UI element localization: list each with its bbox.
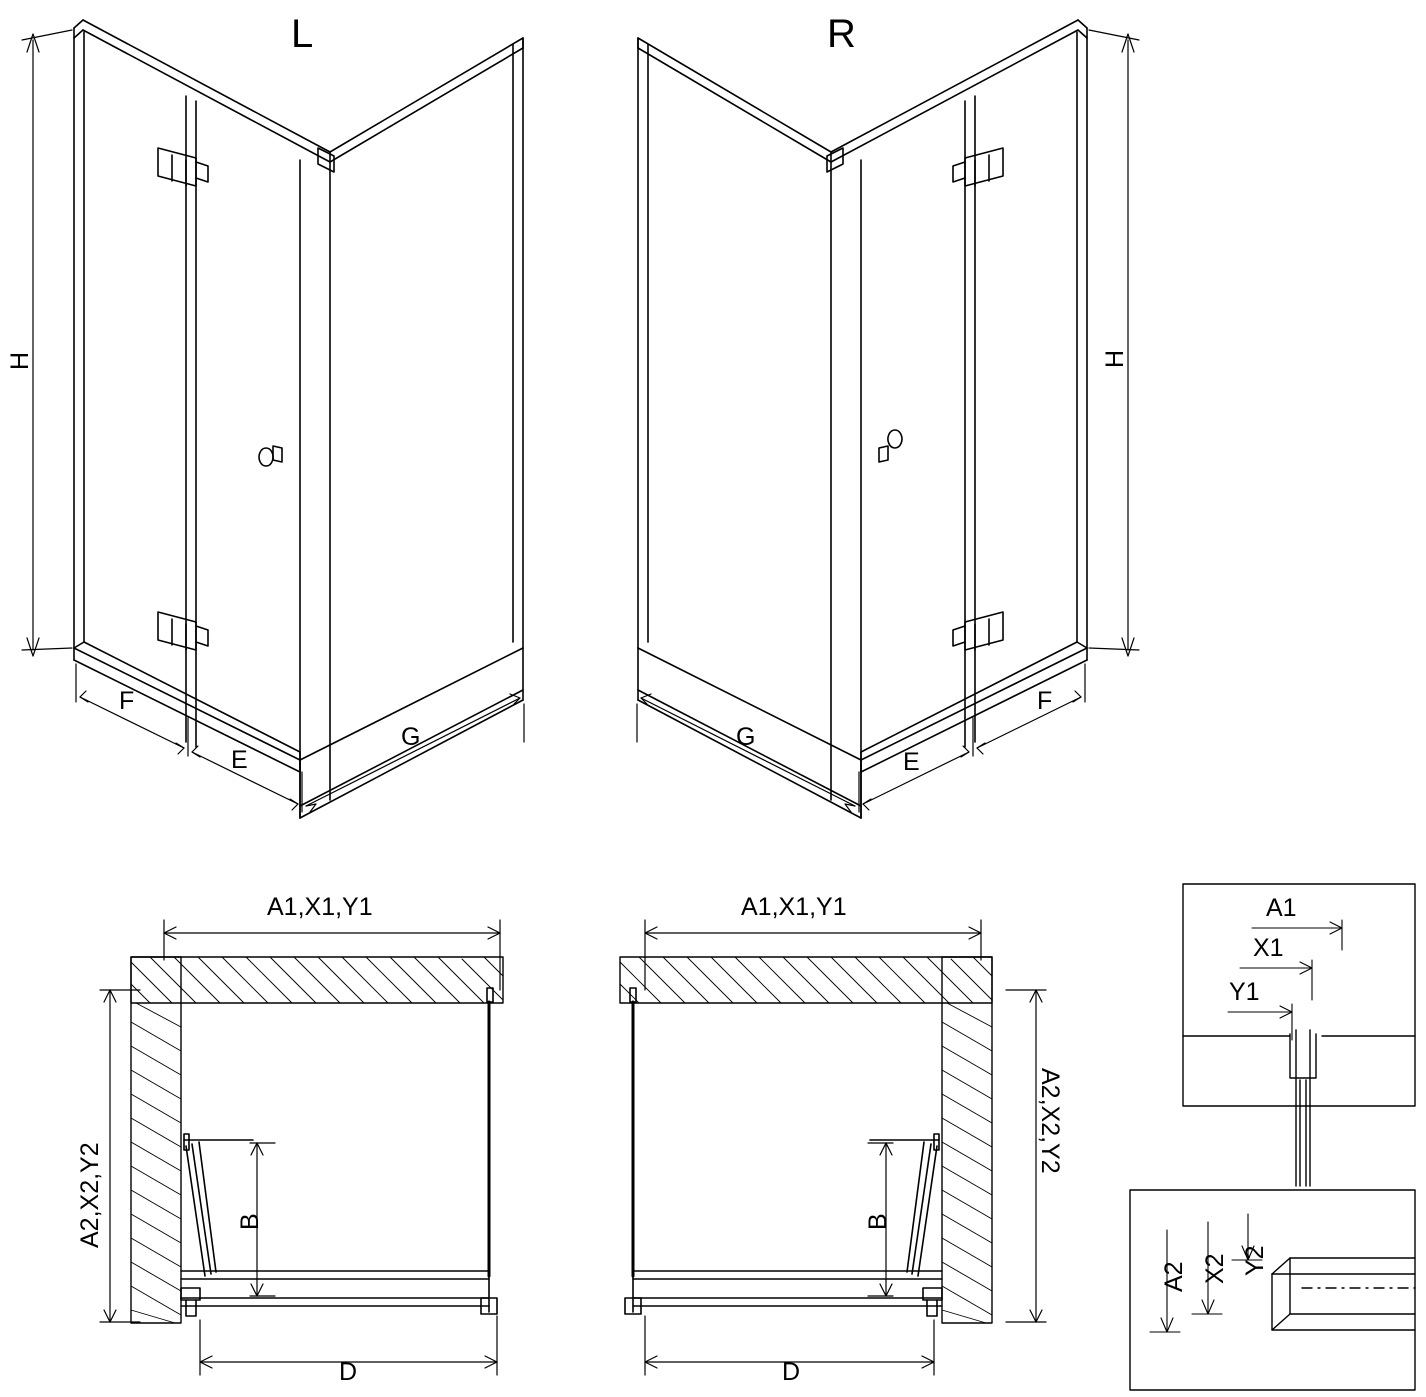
plan-right-d-label: D	[782, 1358, 801, 1386]
plan-left-b-label: B	[236, 1213, 264, 1230]
detail-bottom-label-a2: A2	[1160, 1261, 1188, 1292]
dim-height-left	[22, 30, 72, 656]
label-height-left: H	[6, 351, 34, 370]
detail-bottom-content	[1272, 1258, 1415, 1330]
label-height-right: H	[1101, 349, 1129, 368]
label-e-right: E	[903, 748, 920, 776]
detail-top-label-y1: Y1	[1229, 978, 1260, 1006]
detail-top-content	[1290, 1030, 1316, 1186]
label-g-left: G	[401, 723, 421, 751]
detail-bottom-label-x2: X2	[1201, 1253, 1229, 1284]
label-f-left: F	[119, 687, 135, 715]
plan-left-d-label: D	[339, 1358, 358, 1386]
label-e-left: E	[231, 746, 248, 774]
plan-right-depth-label: A2,X2,Y2	[1036, 1068, 1064, 1174]
label-f-right: F	[1037, 687, 1053, 715]
plan-right-b-label: B	[864, 1213, 892, 1230]
detail-top-box	[1183, 884, 1415, 1106]
detail-bottom-label-y2: Y2	[1241, 1245, 1269, 1276]
label-g-right: G	[736, 723, 756, 751]
plan-right-width-label: A1,X1,Y1	[741, 893, 847, 921]
plan-left-width-label: A1,X1,Y1	[267, 893, 373, 921]
detail-top-label-x1: X1	[1253, 934, 1284, 962]
dim-height-right	[1089, 30, 1139, 656]
view-title-left: L	[291, 12, 314, 56]
plan-left-depth-label: A2,X2,Y2	[76, 1142, 104, 1248]
view-title-right: R	[827, 12, 856, 56]
detail-top-label-a1: A1	[1266, 894, 1297, 922]
